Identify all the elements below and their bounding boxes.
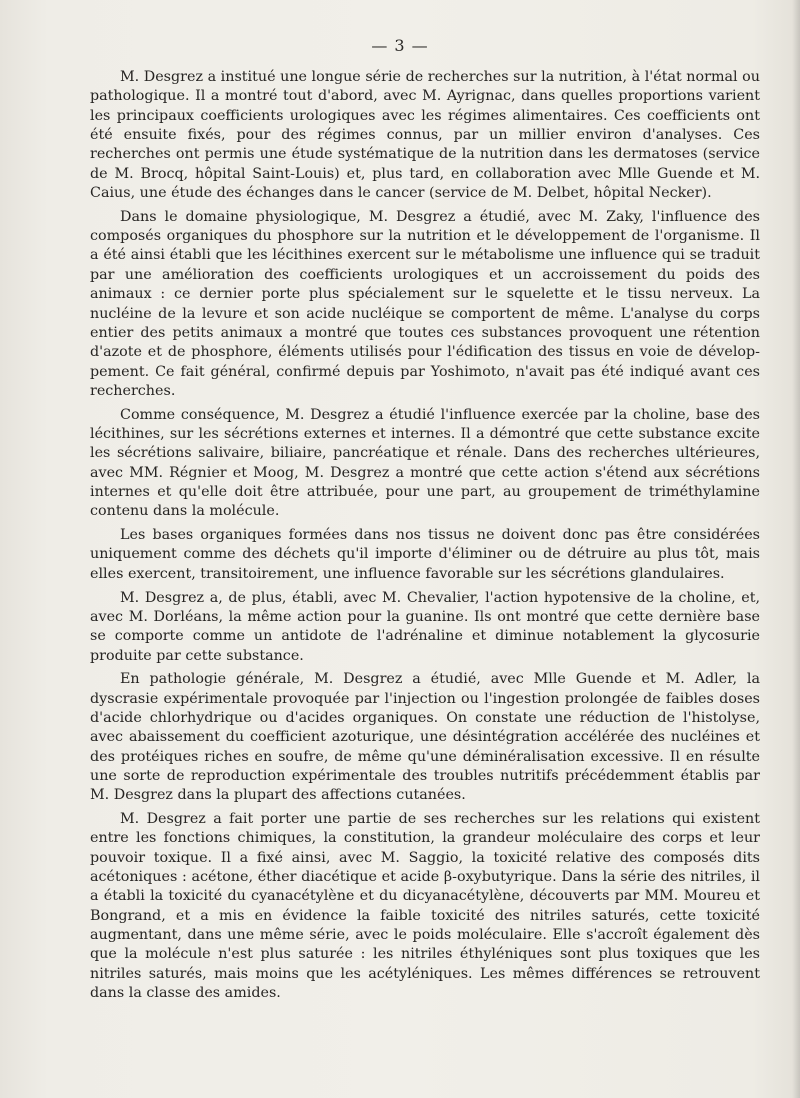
paragraph-toxicity: M. Desgrez a fait porter une partie de ses recherches sur les relations qui existent entre les fonctions chimiques, la constitution, la grandeur moléculaire des corps et leur pouvoir toxique. Il a fixé ainsi, avec M. Saggio, la toxicité relative des composés dits acétoniques : acétone, éther diacétique et acide β-oxybutyrique. Dans la série des nitriles, il a établi la toxicité du cyanacétylène et du dicyanacétylène, découverts par MM. Moureu et Bongrand, et a mis en évidence la faible toxicité des nitriles saturés, cette toxicité augmentant, dans une même série, avec le poids moléculaire. Elle s'accroît également dès que la molécule n'est plus saturée : les nitriles éthyléniques sont plus toxiques que les nitriles saturés, mais moins que les acétyléniques. Les mêmes différences se retrouvent dans la classe des amides.: [90, 811, 760, 1002]
body-text: [90, 68, 760, 1008]
paragraph-physiology: Dans le domaine physiologique, M. Desgrez a étudié, avec M. Zaky, l'influence des composés organiques du phosphore sur la nutrition et le développement de l'organisme. Il a été ainsi établi que les lécithines exercent sur le métabolisme une influence qui se traduit par une amélioration des coefficients urologiques et un accroissement du poids des animaux : ce dernier porte plus spécialement sur le squelette et le tissu nerveux. La nucléine de la levure et son acide nucléique se comportent de même. L'analyse du corps entier des petits animaux a montré que toutes ces substances provoquent une rétention d'azote et de phosphore, éléments utilisés pour l'édification des tissus en voie de développement. Ce fait général, confirmé depuis par Yoshimoto, n'avait pas été indiqué avant ces recherches.: [90, 208, 760, 399]
paragraph-organic-bases: Les bases organiques formées dans nos tissus ne doivent donc pas être considérées uniquement comme des déchets qu'il importe d'éliminer ou de détruire au plus tôt, mais elles exercent, transitoirement, une influence favorable sur les sécrétions glandulaires.: [90, 527, 760, 582]
paragraph-hypotensive: M. Desgrez a, de plus, établi, avec M. Chevalier, l'action hypotensive de la choline, et, avec M. Dorléans, la même action pour la guanine. Ils ont montré que cette dernière base se comporte comme un antidote de l'adrénaline et diminue notablement la glycosurie produite par cette substance.: [90, 589, 760, 664]
paragraph-choline: Comme conséquence, M. Desgrez a étudié l'influence exercée par la choline, base des lécithines, sur les sécrétions externes et internes. Il a démontré que cette substance excite les sécrétions salivaire, biliaire, pancréatique et rénale. Dans des recherches ultérieures, avec MM. Régnier et Moog, M. Desgrez a montré que cette action s'étend aux sécrétions internes et qu'elle doit être attribuée, pour une part, au groupement de triméthylamine contenu dans la molécule.: [90, 406, 760, 520]
page-edge-shadow: [792, 0, 800, 1098]
page-number: — 3 —: [371, 36, 429, 55]
paragraph-pathology: En pathologie générale, M. Desgrez a étudié, avec Mlle Guende et M. Adler, la dyscrasie expérimentale provoquée par l'injection ou l'ingestion prolongée de faibles doses d'acide chlorhydrique ou d'acides organiques. On constate une réduction de l'histolyse, avec abaissement du coefficient azoturique, une désintégration accélérée des nucléines et des protéiques riches en soufre, de même qu'une déminéralisation excessive. Il en résulte une sorte de reproduction expérimentale des troubles nutritifs précédemment établis par M. Desgrez dans la plupart des affections cutanées.: [90, 671, 760, 804]
paragraph-nutrition: M. Desgrez a institué une longue série de recherches sur la nutrition, à l'état normal ou pathologique. Il a montré tout d'abord, avec M. Ayrignac, dans quelles proportions varient les principaux coefficients urologiques avec les régimes alimentaires. Ces coefficients ont été ensuite fixés, pour des régimes connus, par un millier environ d'analyses. Ces recherches ont permis une étude systématique de la nutrition dans les dermatoses (service de M. Brocq, hôpital Saint-Louis) et, plus tard, en collaboration avec Mlle Guende et M. Caius, une étude des échanges dans le cancer (service de M. Delbet, hôpital Necker).: [90, 69, 760, 202]
